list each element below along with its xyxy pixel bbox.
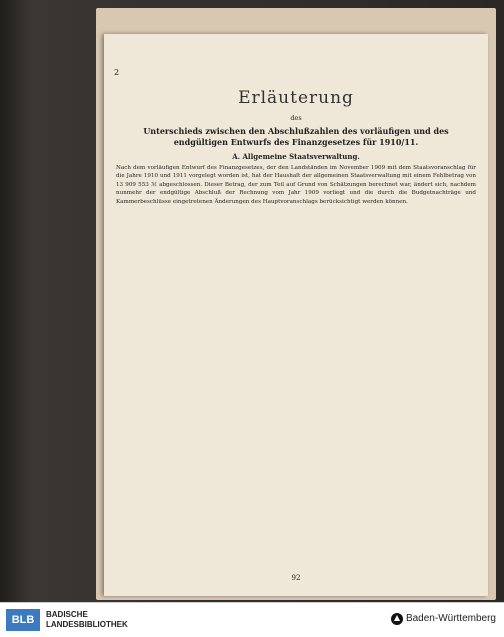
footer-page-number: 92 [291,574,301,582]
library-name-line1: BADISCHE [46,610,88,619]
page-number: 2 [114,68,120,77]
library-name-line2: LANDESBIBLIOTHEK [46,620,128,629]
section-heading: A. Allgemeine Staatsverwaltung. [232,152,360,161]
lion-emblem-icon [390,612,404,626]
footer-bar [0,602,504,637]
intro-paragraph: Nach dem vorläufigen Entwurf des Finanzgesetzes, der den Landständen im November 1909 mit dem Staatsvoranschlag für die Jahre 1910 und 1911 vorgelegt worden ist, hat der Haushalt der allgemeinen Staatsverwaltung mit einem Fehlbetrag von 13 909 553 ℳ abgeschlossen. Dieser Betrag, der zum Teil auf Grund von Schätzungen berechnet war, ändert sich, nachdem nunmehr der endgültige Abschluß der Rechnung vom Jahr 1909 vorliegt und die durch die Budgetnachträge und Kammerbeschlüsse eingetretenen Änderungen des Hauptvoranschlags berücksichtigt werden können. [116,165,476,205]
document-page [104,34,488,596]
document-subtitle: Unterschieds zwischen den Abschlußzahlen des vorläufigen und des endgültigen Entwurfs des Finanzgesetzes für 1910/11. [143,126,449,147]
library-name [46,610,128,630]
page-title: Erläuterung [238,88,354,108]
partner-logo[interactable]: Baden-Württemberg [405,613,496,624]
subtitle-des: des [290,114,302,122]
blb-logo[interactable]: BLB [6,609,40,631]
